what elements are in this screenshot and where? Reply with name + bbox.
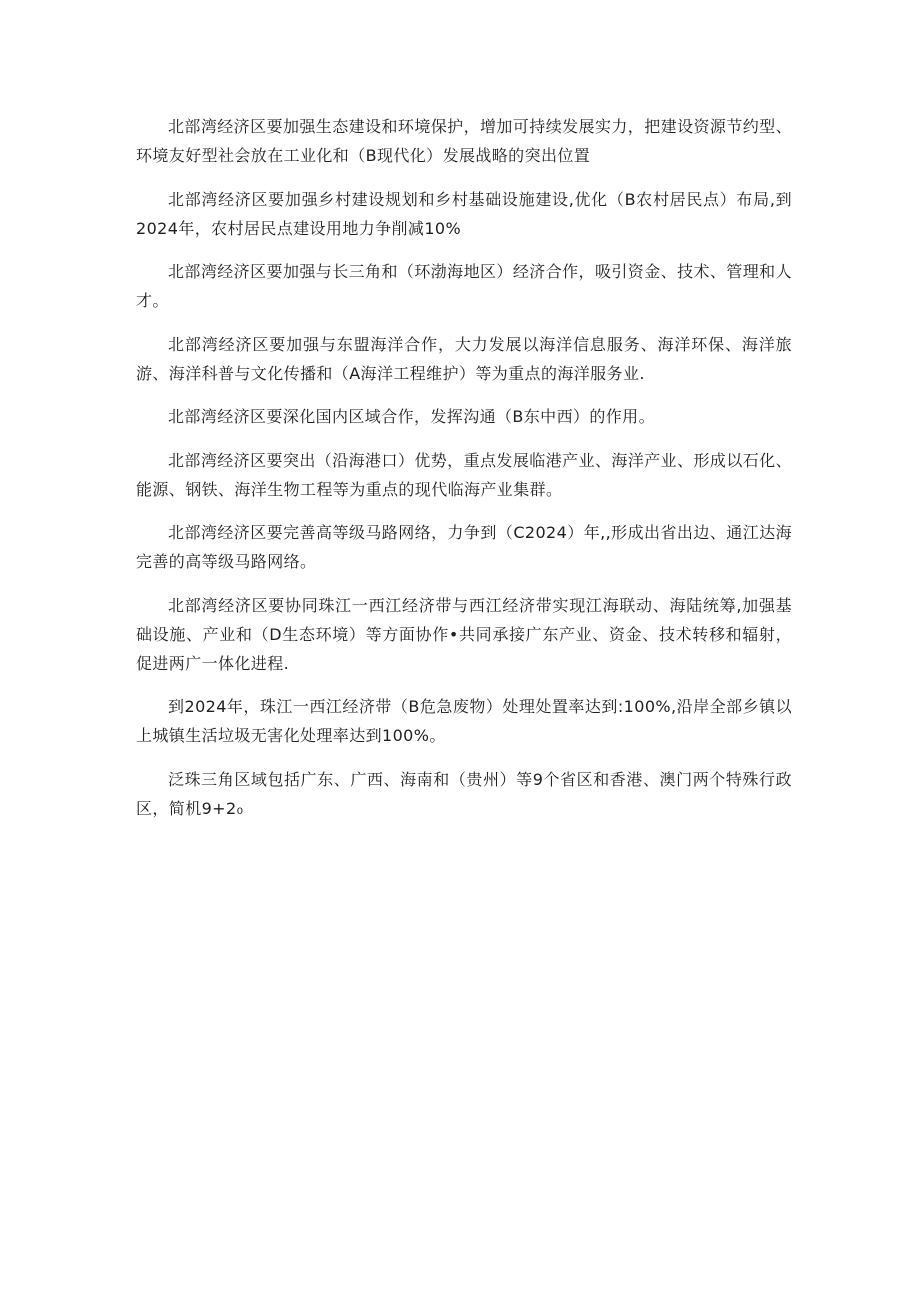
paragraph-1: 北部湾经济区要加强生态建设和环境保护，增加可持续发展实力，把建设资源节约型、环境友好型社会放在工业化和（B现代化）发展战略的突出位置 xyxy=(136,117,792,165)
paragraph-9: 到2024年，珠江一西江经济带（B危急废物）处理处置率达到:100%,沿岸全部乡镇以上城镇生活垃圾无害化处理率达到100%。 xyxy=(136,697,792,745)
paragraph-7: 北部湾经济区要完善高等级马路网络，力争到（C2024）年,,形成出省出边、通江达海完善的高等级马路网络。 xyxy=(136,523,792,571)
paragraph-2: 北部湾经济区要加强乡村建设规划和乡村基础设施建设,优化（B农村居民点）布局,到2024年，农村居民点建设用地力争削减10% xyxy=(136,189,792,238)
paragraph-3: 北部湾经济区要加强与长三角和（环渤海地区）经济合作，吸引资金、技术、管理和人才。 xyxy=(136,262,792,310)
paragraph-10: 泛珠三角区域包括广东、广西、海南和（贵州）等9个省区和香港、澳门两个特殊行政区，简机9+2₀ xyxy=(136,769,792,818)
paragraph-5: 北部湾经济区要深化国内区域合作，发挥沟通（B东中西）的作用。 xyxy=(168,407,655,426)
document-body xyxy=(136,112,792,837)
paragraph-6: 北部湾经济区要突出（沿海港口）优势，重点发展临港产业、海洋产业、形成以石化、能源、钢铁、海洋生物工程等为重点的现代临海产业集群。 xyxy=(136,450,792,499)
paragraph-4: 北部湾经济区要加强与东盟海洋合作，大力发展以海洋信息服务、海洋环保、海洋旅游、海洋科普与文化传播和（A海洋工程维护）等为重点的海洋服务业. xyxy=(136,334,792,383)
paragraph-8: 北部湾经济区要协同珠江一西江经济带与西江经济带实现江海联动、海陆统筹,加强基础设施、产业和（D生态环境）等方面协作•共同承接广东产业、资金、技术转移和辐射，促进两广一体化进程. xyxy=(136,595,792,673)
